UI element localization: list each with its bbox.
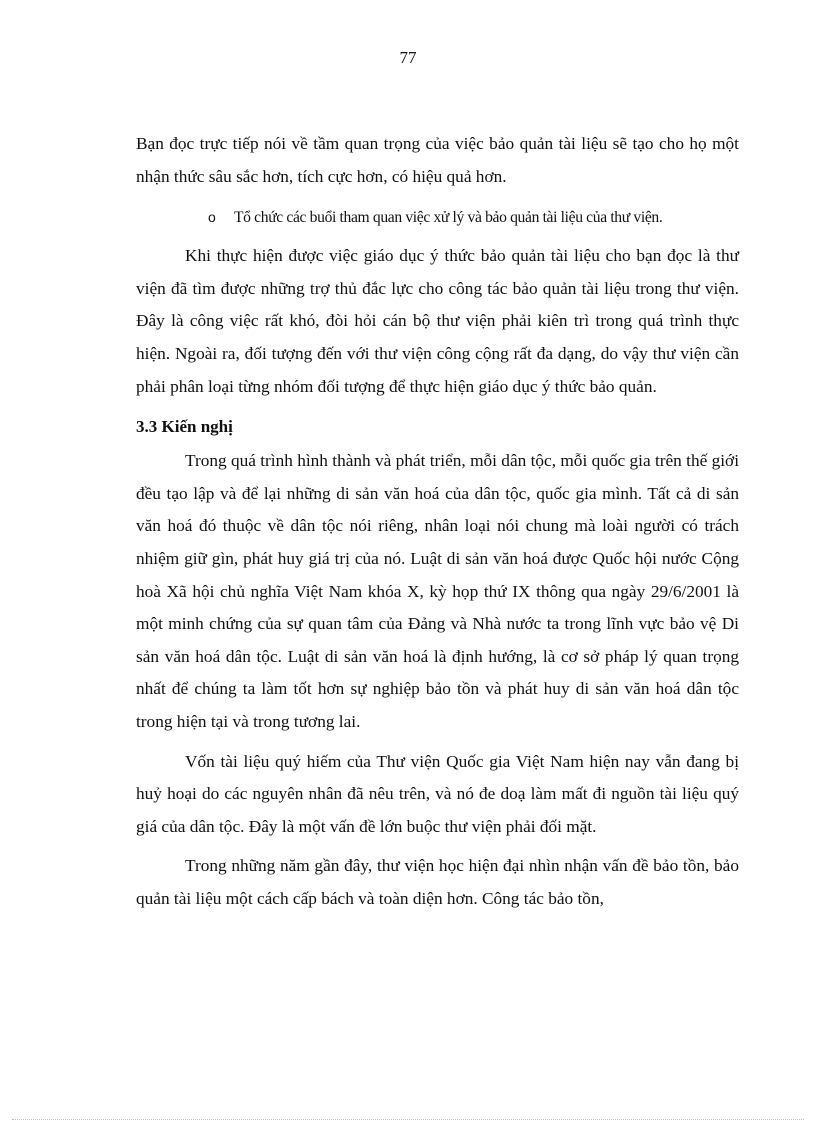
document-body [136, 128, 739, 915]
paragraph-rare-documents: Vốn tài liệu quý hiếm của Thư viện Quốc gia Việt Nam hiện nay vẫn đang bị huỷ hoại do các nguyên nhân đã nêu trên, và nó đe doạ làm mất đi nguồn tài liệu quý giá của dân tộc. Đây là một vấn đề lớn buộc thư viện phải đối mặt. [136, 751, 739, 836]
bullet-item-tours [136, 200, 739, 235]
bullet-item-text: Tổ chức các buổi tham quan việc xử lý và bảo quản tài liệu của thư viện. [234, 209, 663, 227]
page-bottom-divider [12, 1119, 804, 1120]
paragraph-reader-awareness: Bạn đọc trực tiếp nói về tầm quan trọng của việc bảo quản tài liệu sẽ tạo cho họ một nhận thức sâu sắc hơn, tích cực hơn, có hiệu quả hơn. [136, 134, 739, 186]
bullet-circle-icon: o [208, 209, 216, 226]
paragraph-modern-library: Trong những năm gần đây, thư viện học hiện đại nhìn nhận vấn đề bảo tồn, bảo quản tài liệu một cách cấp bách và toàn diện hơn. Công tác bảo tồn, [136, 856, 739, 908]
page-number: 77 [399, 48, 417, 67]
paragraph-education: Khi thực hiện được việc giáo dục ý thức bảo quản tài liệu cho bạn đọc là thư viện đã tìm được những trợ thủ đắc lực cho công tác bảo quản tài liệu trong thư viện. Đây là công việc rất khó, đòi hỏi cán bộ thư viện phải kiên trì trong quá trình thực hiện. Ngoài ra, đối tượng đến với thư viện công cộng rất đa dạng, do vậy thư viện cần phải phân loại từng nhóm đối tượng để thực hiện giáo dục ý thức bảo quản. [136, 246, 739, 396]
paragraph-heritage-law: Trong quá trình hình thành và phát triển, mỗi dân tộc, mỗi quốc gia trên thế giới đều tạo lập và để lại những di sản văn hoá của dân tộc, quốc gia mình. Tất cả di sản văn hoá đó thuộc về dân tộc nói riêng, nhân loại nói chung mà loài người có trách nhiệm giữ gìn, phát huy giá trị của nó. Luật di sản văn hoá được Quốc hội nước Cộng hoà Xã hội chủ nghĩa Việt Nam khóa X, kỳ họp thứ IX thông qua ngày 29/6/2001 là một minh chứng của sự quan tâm của Đảng và Nhà nước ta trong lĩnh vực bảo vệ Di sản văn hoá dân tộc. Luật di sản văn hoá là định hướng, là cơ sở pháp lý quan trọng nhất để chúng ta làm tốt hơn sự nghiệp bảo tồn và phát huy di sản văn hoá dân tộc trong hiện tại và trong tương lai. [136, 451, 739, 731]
section-heading-recommendations: 3.3 Kiến nghị [136, 417, 233, 437]
